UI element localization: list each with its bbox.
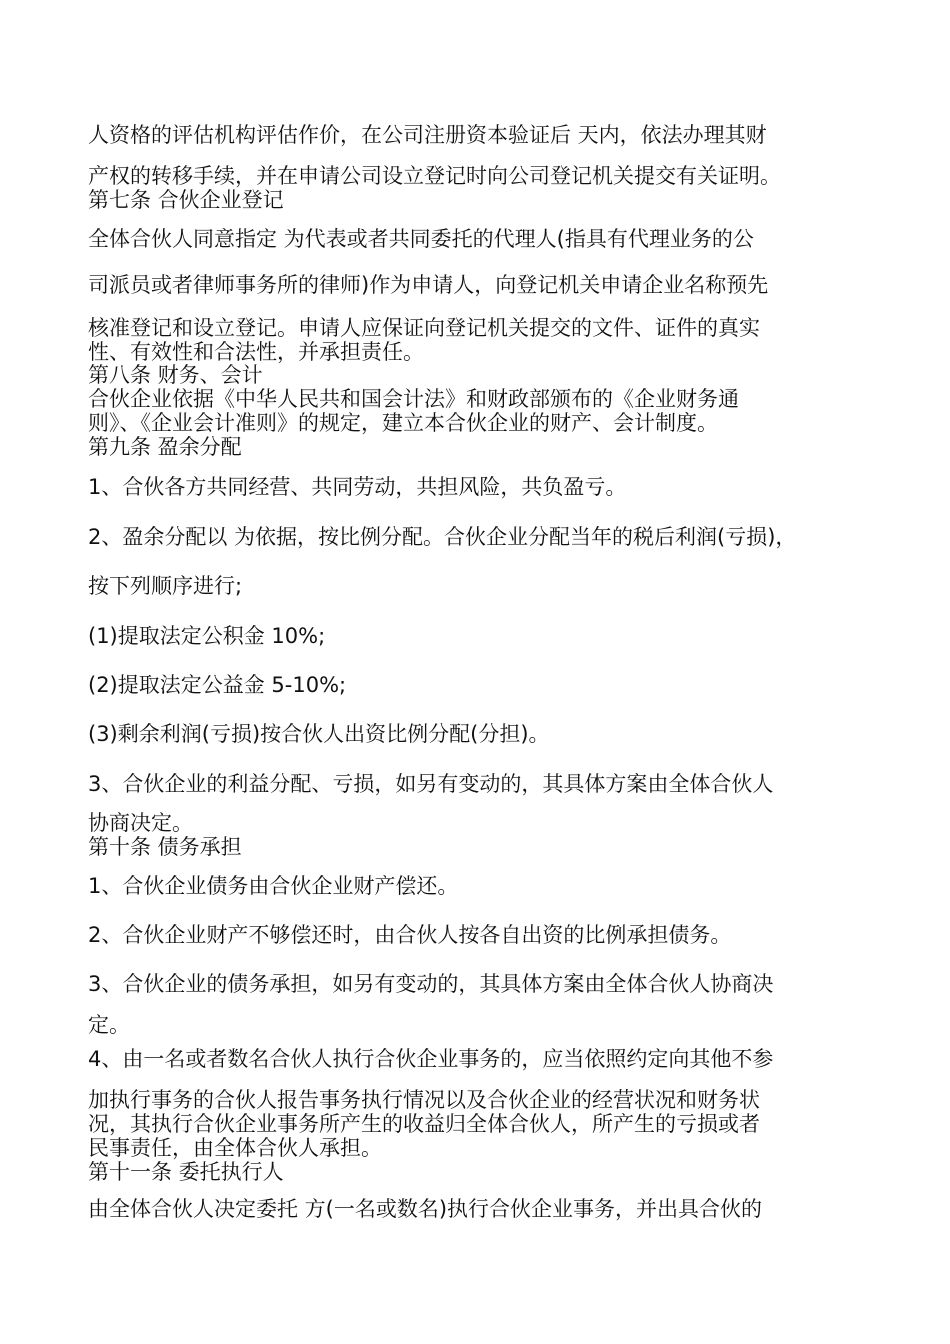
article-7-heading: 第七条 合伙企业登记 bbox=[88, 188, 284, 212]
body-line: 按下列顺序进行; bbox=[88, 574, 243, 598]
body-line: 核准登记和设立登记。申请人应保证向登记机关提交的文件、证件的真实 bbox=[88, 316, 760, 340]
article-9-heading: 第九条 盈余分配 bbox=[88, 435, 242, 459]
body-line: 加执行事务的合伙人报告事务执行情况以及合伙企业的经营状况和财务状 bbox=[88, 1088, 760, 1112]
article-8-heading: 第八条 财务、会计 bbox=[88, 363, 263, 387]
body-line: (2)提取法定公益金 5-10%; bbox=[88, 673, 347, 697]
body-line: 司派员或者律师事务所的律师)作为申请人，向登记机关申请企业名称预先 bbox=[88, 273, 769, 297]
body-line: 1、合伙企业债务由合伙企业财产偿还。 bbox=[88, 874, 459, 898]
body-line: 况，其执行合伙企业事务所产生的收益归全体合伙人，所产生的亏损或者 bbox=[88, 1112, 760, 1136]
body-line: 则》、《企业会计准则》的规定，建立本合伙企业的财产、会计制度。 bbox=[88, 411, 718, 435]
article-10-heading: 第十条 债务承担 bbox=[88, 835, 242, 859]
body-line: 合伙企业依据《中华人民共和国会计法》和财政部颁布的《企业财务通 bbox=[88, 387, 739, 411]
body-line: 民事责任，由全体合伙人承担。 bbox=[88, 1136, 382, 1160]
article-11-heading: 第十一条 委托执行人 bbox=[88, 1160, 284, 1184]
body-line: 3、合伙企业的利益分配、亏损，如另有变动的，其具体方案由全体合伙人 bbox=[88, 772, 774, 796]
body-line: 4、由一名或者数名合伙人执行合伙企业事务的，应当依照约定向其他不参 bbox=[88, 1047, 774, 1071]
body-line: (1)提取法定公积金 10%; bbox=[88, 624, 326, 648]
body-line: 由全体合伙人决定委托 方(一名或数名)执行合伙企业事务，并出具合伙的 bbox=[88, 1197, 763, 1221]
body-line: 2、盈余分配以 为依据，按比例分配。合伙企业分配当年的税后利润(亏损)， bbox=[88, 525, 797, 549]
body-line: 1、合伙各方共同经营、共同劳动，共担风险，共负盈亏。 bbox=[88, 475, 627, 499]
body-line: 定。 bbox=[88, 1013, 130, 1037]
body-line: 性、有效性和合法性，并承担责任。 bbox=[88, 340, 424, 364]
body-line: (3)剩余利润(亏损)按合伙人出资比例分配(分担)。 bbox=[88, 722, 550, 746]
body-line: 人资格的评估机构评估作价，在公司注册资本验证后 天内，依法办理其财 bbox=[88, 123, 767, 147]
body-line: 2、合伙企业财产不够偿还时，由合伙人按各自出资的比例承担债务。 bbox=[88, 923, 732, 947]
body-line: 全体合伙人同意指定 为代表或者共同委托的代理人(指具有代理业务的公 bbox=[88, 227, 754, 251]
body-line: 协商决定。 bbox=[88, 811, 193, 835]
body-line: 产权的转移手续，并在申请公司设立登记时向公司登记机关提交有关证明。 bbox=[88, 164, 781, 188]
body-line: 3、合伙企业的债务承担，如另有变动的，其具体方案由全体合伙人协商决 bbox=[88, 972, 774, 996]
